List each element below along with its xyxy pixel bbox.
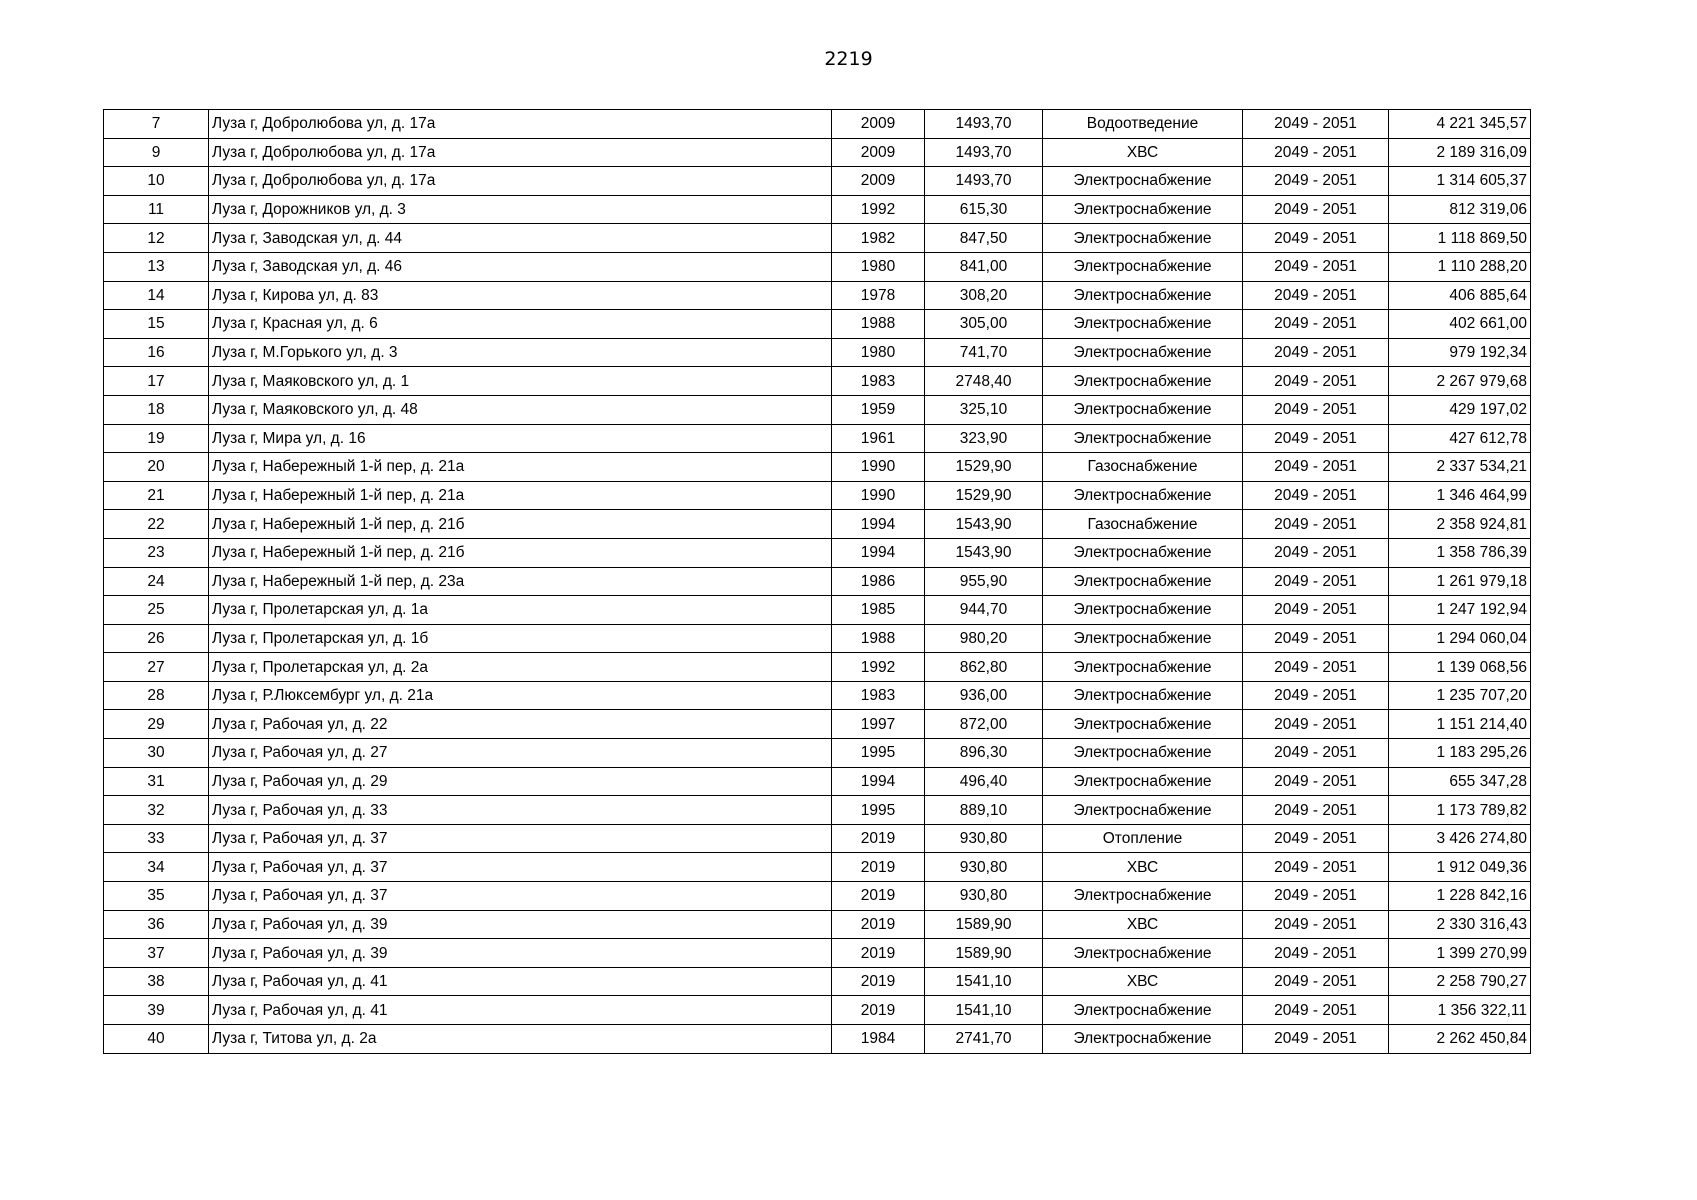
address-cell: Луза г, Набережный 1-й пер, д. 21б — [209, 510, 832, 539]
row-number-cell: 20 — [104, 453, 209, 482]
address-cell: Луза г, Добролюбова ул, д. 17а — [209, 138, 832, 167]
table-row — [104, 624, 1531, 653]
row-number-cell: 32 — [104, 796, 209, 825]
address-cell: Луза г, Рабочая ул, д. 39 — [209, 910, 832, 939]
area-cell: 896,30 — [925, 739, 1043, 768]
area-cell: 741,70 — [925, 338, 1043, 367]
area-cell: 841,00 — [925, 252, 1043, 281]
row-number-cell: 39 — [104, 996, 209, 1025]
year-built-cell: 1988 — [832, 624, 925, 653]
cost-cell: 1 228 842,16 — [1389, 882, 1531, 911]
address-cell: Луза г, Рабочая ул, д. 37 — [209, 824, 832, 853]
cost-cell: 406 885,64 — [1389, 281, 1531, 310]
repair-period-cell: 2049 - 2051 — [1243, 939, 1389, 968]
area-cell: 1529,90 — [925, 481, 1043, 510]
service-cell: Водоотведение — [1043, 110, 1243, 139]
year-built-cell: 2019 — [832, 996, 925, 1025]
repair-period-cell: 2049 - 2051 — [1243, 853, 1389, 882]
service-cell: Электроснабжение — [1043, 395, 1243, 424]
table-row — [104, 653, 1531, 682]
cost-cell: 1 314 605,37 — [1389, 167, 1531, 196]
year-built-cell: 2009 — [832, 110, 925, 139]
table-row — [104, 853, 1531, 882]
area-cell: 323,90 — [925, 424, 1043, 453]
cost-cell: 1 235 707,20 — [1389, 681, 1531, 710]
address-cell: Луза г, Р.Люксембург ул, д. 21а — [209, 681, 832, 710]
row-number-cell: 31 — [104, 767, 209, 796]
row-number-cell: 24 — [104, 567, 209, 596]
cost-cell: 1 358 786,39 — [1389, 538, 1531, 567]
year-built-cell: 1994 — [832, 510, 925, 539]
address-cell: Луза г, Набережный 1-й пер, д. 21б — [209, 538, 832, 567]
row-number-cell: 7 — [104, 110, 209, 139]
service-cell: Электроснабжение — [1043, 167, 1243, 196]
repair-period-cell: 2049 - 2051 — [1243, 424, 1389, 453]
address-cell: Луза г, Добролюбова ул, д. 17а — [209, 110, 832, 139]
row-number-cell: 18 — [104, 395, 209, 424]
table-row — [104, 767, 1531, 796]
cost-cell: 1 110 288,20 — [1389, 252, 1531, 281]
service-cell: Электроснабжение — [1043, 224, 1243, 253]
table-row — [104, 395, 1531, 424]
service-cell: Электроснабжение — [1043, 338, 1243, 367]
row-number-cell: 14 — [104, 281, 209, 310]
row-number-cell: 12 — [104, 224, 209, 253]
service-cell: Электроснабжение — [1043, 739, 1243, 768]
repair-period-cell: 2049 - 2051 — [1243, 596, 1389, 625]
table-row — [104, 510, 1531, 539]
year-built-cell: 1980 — [832, 338, 925, 367]
table-row — [104, 338, 1531, 367]
area-cell: 872,00 — [925, 710, 1043, 739]
service-cell: Электроснабжение — [1043, 367, 1243, 396]
address-cell: Луза г, Маяковского ул, д. 48 — [209, 395, 832, 424]
address-cell: Луза г, Рабочая ул, д. 22 — [209, 710, 832, 739]
address-cell: Луза г, Рабочая ул, д. 37 — [209, 882, 832, 911]
address-cell: Луза г, Рабочая ул, д. 41 — [209, 967, 832, 996]
area-cell: 862,80 — [925, 653, 1043, 682]
year-built-cell: 2019 — [832, 882, 925, 911]
row-number-cell: 9 — [104, 138, 209, 167]
year-built-cell: 1992 — [832, 653, 925, 682]
row-number-cell: 36 — [104, 910, 209, 939]
area-cell: 305,00 — [925, 310, 1043, 339]
year-built-cell: 1995 — [832, 796, 925, 825]
address-cell: Луза г, Мира ул, д. 16 — [209, 424, 832, 453]
cost-cell: 427 612,78 — [1389, 424, 1531, 453]
service-cell: Электроснабжение — [1043, 681, 1243, 710]
cost-cell: 1 151 214,40 — [1389, 710, 1531, 739]
address-cell: Луза г, Кирова ул, д. 83 — [209, 281, 832, 310]
address-cell: Луза г, Красная ул, д. 6 — [209, 310, 832, 339]
cost-cell: 2 358 924,81 — [1389, 510, 1531, 539]
address-cell: Луза г, Набережный 1-й пер, д. 21а — [209, 481, 832, 510]
address-cell: Луза г, Заводская ул, д. 46 — [209, 252, 832, 281]
year-built-cell: 2019 — [832, 967, 925, 996]
repair-period-cell: 2049 - 2051 — [1243, 110, 1389, 139]
area-cell: 2748,40 — [925, 367, 1043, 396]
cost-cell: 1 118 869,50 — [1389, 224, 1531, 253]
table-row — [104, 739, 1531, 768]
cost-cell: 3 426 274,80 — [1389, 824, 1531, 853]
year-built-cell: 1986 — [832, 567, 925, 596]
table-row — [104, 939, 1531, 968]
table-row — [104, 1025, 1531, 1054]
service-cell: Электроснабжение — [1043, 310, 1243, 339]
repair-period-cell: 2049 - 2051 — [1243, 624, 1389, 653]
year-built-cell: 2009 — [832, 138, 925, 167]
area-cell: 1543,90 — [925, 510, 1043, 539]
area-cell: 1589,90 — [925, 939, 1043, 968]
repair-period-cell: 2049 - 2051 — [1243, 996, 1389, 1025]
year-built-cell: 1990 — [832, 481, 925, 510]
cost-cell: 402 661,00 — [1389, 310, 1531, 339]
cost-cell: 2 330 316,43 — [1389, 910, 1531, 939]
repair-period-cell: 2049 - 2051 — [1243, 1025, 1389, 1054]
row-number-cell: 15 — [104, 310, 209, 339]
repair-period-cell: 2049 - 2051 — [1243, 882, 1389, 911]
service-cell: Электроснабжение — [1043, 796, 1243, 825]
service-cell: Электроснабжение — [1043, 996, 1243, 1025]
service-cell: Электроснабжение — [1043, 1025, 1243, 1054]
repair-period-cell: 2049 - 2051 — [1243, 824, 1389, 853]
area-cell: 889,10 — [925, 796, 1043, 825]
service-cell: Электроснабжение — [1043, 939, 1243, 968]
table-row — [104, 195, 1531, 224]
table-row — [104, 110, 1531, 139]
service-cell: Электроснабжение — [1043, 710, 1243, 739]
year-built-cell: 1992 — [832, 195, 925, 224]
row-number-cell: 34 — [104, 853, 209, 882]
row-number-cell: 13 — [104, 252, 209, 281]
table-row — [104, 710, 1531, 739]
area-cell: 1493,70 — [925, 110, 1043, 139]
service-cell: Электроснабжение — [1043, 767, 1243, 796]
service-cell: Электроснабжение — [1043, 567, 1243, 596]
repair-period-cell: 2049 - 2051 — [1243, 138, 1389, 167]
year-built-cell: 2019 — [832, 939, 925, 968]
address-cell: Луза г, Рабочая ул, д. 33 — [209, 796, 832, 825]
table-row — [104, 567, 1531, 596]
table-row — [104, 453, 1531, 482]
row-number-cell: 22 — [104, 510, 209, 539]
cost-cell: 2 258 790,27 — [1389, 967, 1531, 996]
table-row — [104, 424, 1531, 453]
table-row — [104, 252, 1531, 281]
cost-cell: 2 267 979,68 — [1389, 367, 1531, 396]
area-cell: 944,70 — [925, 596, 1043, 625]
row-number-cell: 30 — [104, 739, 209, 768]
year-built-cell: 2019 — [832, 853, 925, 882]
repair-period-cell: 2049 - 2051 — [1243, 481, 1389, 510]
area-cell: 1541,10 — [925, 996, 1043, 1025]
year-built-cell: 1995 — [832, 739, 925, 768]
cost-cell: 1 356 322,11 — [1389, 996, 1531, 1025]
repair-period-cell: 2049 - 2051 — [1243, 767, 1389, 796]
cost-cell: 1 912 049,36 — [1389, 853, 1531, 882]
cost-cell: 4 221 345,57 — [1389, 110, 1531, 139]
area-cell: 936,00 — [925, 681, 1043, 710]
service-cell: Электроснабжение — [1043, 424, 1243, 453]
cost-cell: 1 183 295,26 — [1389, 739, 1531, 768]
service-cell: ХВС — [1043, 853, 1243, 882]
year-built-cell: 2019 — [832, 824, 925, 853]
area-cell: 955,90 — [925, 567, 1043, 596]
year-built-cell: 1982 — [832, 224, 925, 253]
year-built-cell: 1994 — [832, 767, 925, 796]
row-number-cell: 33 — [104, 824, 209, 853]
service-cell: Электроснабжение — [1043, 281, 1243, 310]
row-number-cell: 29 — [104, 710, 209, 739]
area-cell: 2741,70 — [925, 1025, 1043, 1054]
area-cell: 847,50 — [925, 224, 1043, 253]
table-row — [104, 310, 1531, 339]
row-number-cell: 25 — [104, 596, 209, 625]
table-row — [104, 996, 1531, 1025]
service-cell: Газоснабжение — [1043, 453, 1243, 482]
cost-cell: 429 197,02 — [1389, 395, 1531, 424]
address-cell: Луза г, Титова ул, д. 2а — [209, 1025, 832, 1054]
repair-period-cell: 2049 - 2051 — [1243, 252, 1389, 281]
area-cell: 1493,70 — [925, 138, 1043, 167]
table-row — [104, 796, 1531, 825]
area-cell: 1589,90 — [925, 910, 1043, 939]
page-number: 2219 — [824, 48, 873, 70]
address-cell: Луза г, М.Горького ул, д. 3 — [209, 338, 832, 367]
cost-cell: 1 173 789,82 — [1389, 796, 1531, 825]
area-cell: 615,30 — [925, 195, 1043, 224]
repair-period-cell: 2049 - 2051 — [1243, 538, 1389, 567]
year-built-cell: 1994 — [832, 538, 925, 567]
service-cell: Электроснабжение — [1043, 481, 1243, 510]
service-cell: Газоснабжение — [1043, 510, 1243, 539]
row-number-cell: 10 — [104, 167, 209, 196]
address-cell: Луза г, Пролетарская ул, д. 1б — [209, 624, 832, 653]
table-row — [104, 910, 1531, 939]
area-cell: 1529,90 — [925, 453, 1043, 482]
table-row — [104, 367, 1531, 396]
year-built-cell: 1988 — [832, 310, 925, 339]
service-cell: ХВС — [1043, 910, 1243, 939]
repair-period-cell: 2049 - 2051 — [1243, 910, 1389, 939]
service-cell: Электроснабжение — [1043, 653, 1243, 682]
repair-period-cell: 2049 - 2051 — [1243, 338, 1389, 367]
cost-cell: 1 399 270,99 — [1389, 939, 1531, 968]
service-cell: Электроснабжение — [1043, 195, 1243, 224]
area-cell: 980,20 — [925, 624, 1043, 653]
service-cell: Электроснабжение — [1043, 252, 1243, 281]
cost-cell: 812 319,06 — [1389, 195, 1531, 224]
table-row — [104, 538, 1531, 567]
row-number-cell: 28 — [104, 681, 209, 710]
repair-period-cell: 2049 - 2051 — [1243, 653, 1389, 682]
address-cell: Луза г, Рабочая ул, д. 29 — [209, 767, 832, 796]
row-number-cell: 19 — [104, 424, 209, 453]
year-built-cell: 1984 — [832, 1025, 925, 1054]
table-row — [104, 681, 1531, 710]
address-cell: Луза г, Добролюбова ул, д. 17а — [209, 167, 832, 196]
table-row — [104, 824, 1531, 853]
service-cell: Отопление — [1043, 824, 1243, 853]
repair-period-cell: 2049 - 2051 — [1243, 739, 1389, 768]
area-cell: 1493,70 — [925, 167, 1043, 196]
area-cell: 1541,10 — [925, 967, 1043, 996]
year-built-cell: 1978 — [832, 281, 925, 310]
row-number-cell: 26 — [104, 624, 209, 653]
repair-period-cell: 2049 - 2051 — [1243, 195, 1389, 224]
repair-period-cell: 2049 - 2051 — [1243, 167, 1389, 196]
service-cell: ХВС — [1043, 138, 1243, 167]
address-cell: Луза г, Рабочая ул, д. 39 — [209, 939, 832, 968]
year-built-cell: 1997 — [832, 710, 925, 739]
register-body — [104, 110, 1531, 1054]
address-cell: Луза г, Маяковского ул, д. 1 — [209, 367, 832, 396]
table-row — [104, 224, 1531, 253]
table-row — [104, 138, 1531, 167]
area-cell: 496,40 — [925, 767, 1043, 796]
cost-cell: 1 247 192,94 — [1389, 596, 1531, 625]
year-built-cell: 1983 — [832, 681, 925, 710]
table-row — [104, 596, 1531, 625]
area-cell: 930,80 — [925, 824, 1043, 853]
service-cell: Электроснабжение — [1043, 538, 1243, 567]
repair-period-cell: 2049 - 2051 — [1243, 710, 1389, 739]
table-row — [104, 167, 1531, 196]
repair-period-cell: 2049 - 2051 — [1243, 567, 1389, 596]
repair-period-cell: 2049 - 2051 — [1243, 281, 1389, 310]
year-built-cell: 1990 — [832, 453, 925, 482]
year-built-cell: 2009 — [832, 167, 925, 196]
cost-cell: 1 261 979,18 — [1389, 567, 1531, 596]
row-number-cell: 17 — [104, 367, 209, 396]
address-cell: Луза г, Набережный 1-й пер, д. 23а — [209, 567, 832, 596]
repair-period-cell: 2049 - 2051 — [1243, 681, 1389, 710]
address-cell: Луза г, Рабочая ул, д. 41 — [209, 996, 832, 1025]
cost-cell: 2 337 534,21 — [1389, 453, 1531, 482]
cost-cell: 2 262 450,84 — [1389, 1025, 1531, 1054]
cost-cell: 979 192,34 — [1389, 338, 1531, 367]
address-cell: Луза г, Рабочая ул, д. 27 — [209, 739, 832, 768]
cost-cell: 2 189 316,09 — [1389, 138, 1531, 167]
cost-cell: 655 347,28 — [1389, 767, 1531, 796]
row-number-cell: 21 — [104, 481, 209, 510]
area-cell: 1543,90 — [925, 538, 1043, 567]
repair-period-cell: 2049 - 2051 — [1243, 310, 1389, 339]
service-cell: Электроснабжение — [1043, 596, 1243, 625]
service-cell: Электроснабжение — [1043, 882, 1243, 911]
table-row — [104, 281, 1531, 310]
year-built-cell: 1983 — [832, 367, 925, 396]
repair-period-cell: 2049 - 2051 — [1243, 510, 1389, 539]
service-cell: Электроснабжение — [1043, 624, 1243, 653]
area-cell: 930,80 — [925, 882, 1043, 911]
row-number-cell: 11 — [104, 195, 209, 224]
address-cell: Луза г, Рабочая ул, д. 37 — [209, 853, 832, 882]
year-built-cell: 1985 — [832, 596, 925, 625]
address-cell: Луза г, Пролетарская ул, д. 2а — [209, 653, 832, 682]
address-cell: Луза г, Заводская ул, д. 44 — [209, 224, 832, 253]
table-row — [104, 481, 1531, 510]
cost-cell: 1 139 068,56 — [1389, 653, 1531, 682]
repair-period-cell: 2049 - 2051 — [1243, 395, 1389, 424]
year-built-cell: 2019 — [832, 910, 925, 939]
repair-period-cell: 2049 - 2051 — [1243, 967, 1389, 996]
table-row — [104, 967, 1531, 996]
year-built-cell: 1959 — [832, 395, 925, 424]
row-number-cell: 27 — [104, 653, 209, 682]
year-built-cell: 1961 — [832, 424, 925, 453]
repair-period-cell: 2049 - 2051 — [1243, 224, 1389, 253]
row-number-cell: 23 — [104, 538, 209, 567]
address-cell: Луза г, Набережный 1-й пер, д. 21а — [209, 453, 832, 482]
row-number-cell: 40 — [104, 1025, 209, 1054]
cost-cell: 1 294 060,04 — [1389, 624, 1531, 653]
repair-period-cell: 2049 - 2051 — [1243, 796, 1389, 825]
register-table — [103, 109, 1531, 1054]
repair-period-cell: 2049 - 2051 — [1243, 453, 1389, 482]
row-number-cell: 16 — [104, 338, 209, 367]
address-cell: Луза г, Пролетарская ул, д. 1а — [209, 596, 832, 625]
service-cell: ХВС — [1043, 967, 1243, 996]
area-cell: 308,20 — [925, 281, 1043, 310]
cost-cell: 1 346 464,99 — [1389, 481, 1531, 510]
address-cell: Луза г, Дорожников ул, д. 3 — [209, 195, 832, 224]
row-number-cell: 35 — [104, 882, 209, 911]
row-number-cell: 38 — [104, 967, 209, 996]
area-cell: 930,80 — [925, 853, 1043, 882]
area-cell: 325,10 — [925, 395, 1043, 424]
repair-period-cell: 2049 - 2051 — [1243, 367, 1389, 396]
row-number-cell: 37 — [104, 939, 209, 968]
year-built-cell: 1980 — [832, 252, 925, 281]
table-row — [104, 882, 1531, 911]
